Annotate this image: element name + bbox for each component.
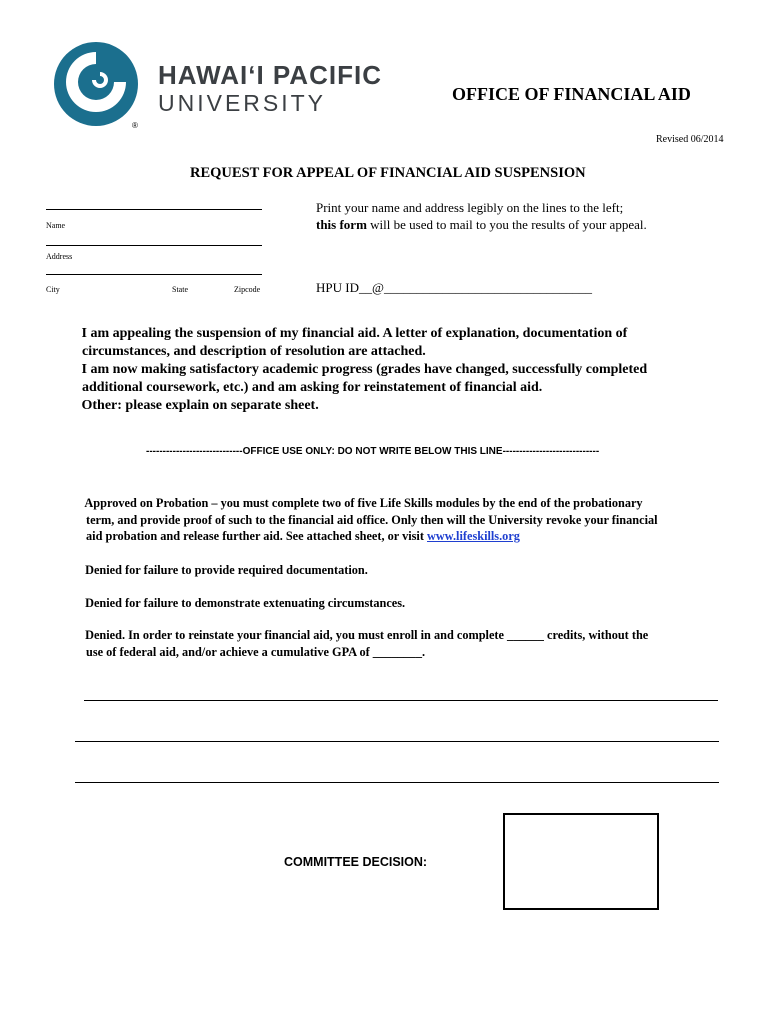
- decision-denied-docs[interactable]: [72, 562, 368, 579]
- approved-line3-wrap: [72, 528, 658, 545]
- option3: Other: please explain on separate sheet.: [81, 398, 319, 413]
- logo-line1: HAWAIʻI PACIFIC: [158, 60, 382, 90]
- denied-line1: Denied. In order to reinstate your financial aid, you must enroll in and complete ______ credits, without the: [85, 628, 649, 642]
- approved-line2: term, and provide proof of such to the financial aid office. Only then will the University revoke your financial: [86, 512, 658, 527]
- committee-decision-label: COMMITTEE DECISION:: [284, 855, 428, 869]
- lifeskills-link[interactable]: www.lifeskills.org: [427, 529, 520, 543]
- instructions-line2: [316, 216, 647, 233]
- zipcode-label: Zipcode: [234, 285, 261, 294]
- instructions-bold: this form: [316, 217, 367, 232]
- option2-line1: I am now making satisfactory academic progress (grades have changed, successfully completed: [81, 362, 648, 377]
- decision-approved[interactable]: [72, 495, 658, 545]
- name-label: Name: [46, 221, 66, 230]
- comment-line-1[interactable]: [84, 700, 718, 701]
- option1-line2: circumstances, and description of resolution are attached.: [82, 344, 426, 359]
- committee-decision-box[interactable]: [503, 813, 659, 910]
- denied-circ-text: Denied for failure to demonstrate extenuating circumstances.: [85, 596, 406, 610]
- instructions-line1: Print your name and address legibly on the lines to the left;: [316, 200, 624, 215]
- option2-line2: additional coursework, etc.) and am asking for reinstatement of financial aid.: [82, 380, 543, 395]
- appeal-options: [68, 325, 647, 415]
- comment-line-3[interactable]: [75, 782, 719, 783]
- decision-denied-reinstate[interactable]: [72, 627, 648, 660]
- registered-mark: ®: [132, 121, 138, 130]
- denied-line2: use of federal aid, and/or achieve a cumulative GPA of ________.: [86, 644, 426, 659]
- instructions-rest: will be used to mail to you the results of your appeal.: [366, 217, 647, 232]
- instructions: [316, 199, 647, 233]
- decision-other-checkbox[interactable]: [72, 688, 82, 705]
- state-label: State: [172, 285, 188, 294]
- revised-date: Revised 06/2014: [656, 134, 724, 145]
- approved-line3: aid probation and release further aid. See attached sheet, or visit: [86, 529, 428, 543]
- hpu-id-field[interactable]: HPU ID__@________________________________: [316, 280, 592, 295]
- hpu-logo: [50, 36, 430, 136]
- decision-denied-circumstances[interactable]: [72, 595, 405, 612]
- appeal-option-suspension[interactable]: [68, 325, 647, 343]
- office-title: OFFICE OF FINANCIAL AID: [452, 84, 691, 104]
- comment-line-2[interactable]: [75, 741, 719, 742]
- approved-line1: Approved on Probation – you must complete two of five Life Skills modules by the end of the probationary: [84, 496, 643, 510]
- appeal-option-other[interactable]: [68, 397, 647, 415]
- city-state-zip-line[interactable]: [46, 274, 262, 275]
- hpu-swirl-icon: [50, 36, 142, 130]
- city-label: City: [46, 285, 60, 294]
- option1-line1: I am appealing the suspension of my financial aid. A letter of explanation, documentation of: [81, 326, 628, 341]
- address-label: Address: [46, 252, 73, 261]
- address-line[interactable]: [46, 245, 262, 246]
- name-line[interactable]: [46, 209, 262, 210]
- office-use-divider: -----------------------------OFFICE USE ONLY: DO NOT WRITE BELOW THIS LINE-----------------------------: [146, 446, 600, 457]
- logo-line2: UNIVERSITY: [158, 90, 327, 116]
- denied-docs-text: Denied for failure to provide required documentation.: [85, 563, 368, 577]
- form-title: REQUEST FOR APPEAL OF FINANCIAL AID SUSPENSION: [190, 165, 586, 181]
- appeal-option-progress[interactable]: [68, 361, 647, 379]
